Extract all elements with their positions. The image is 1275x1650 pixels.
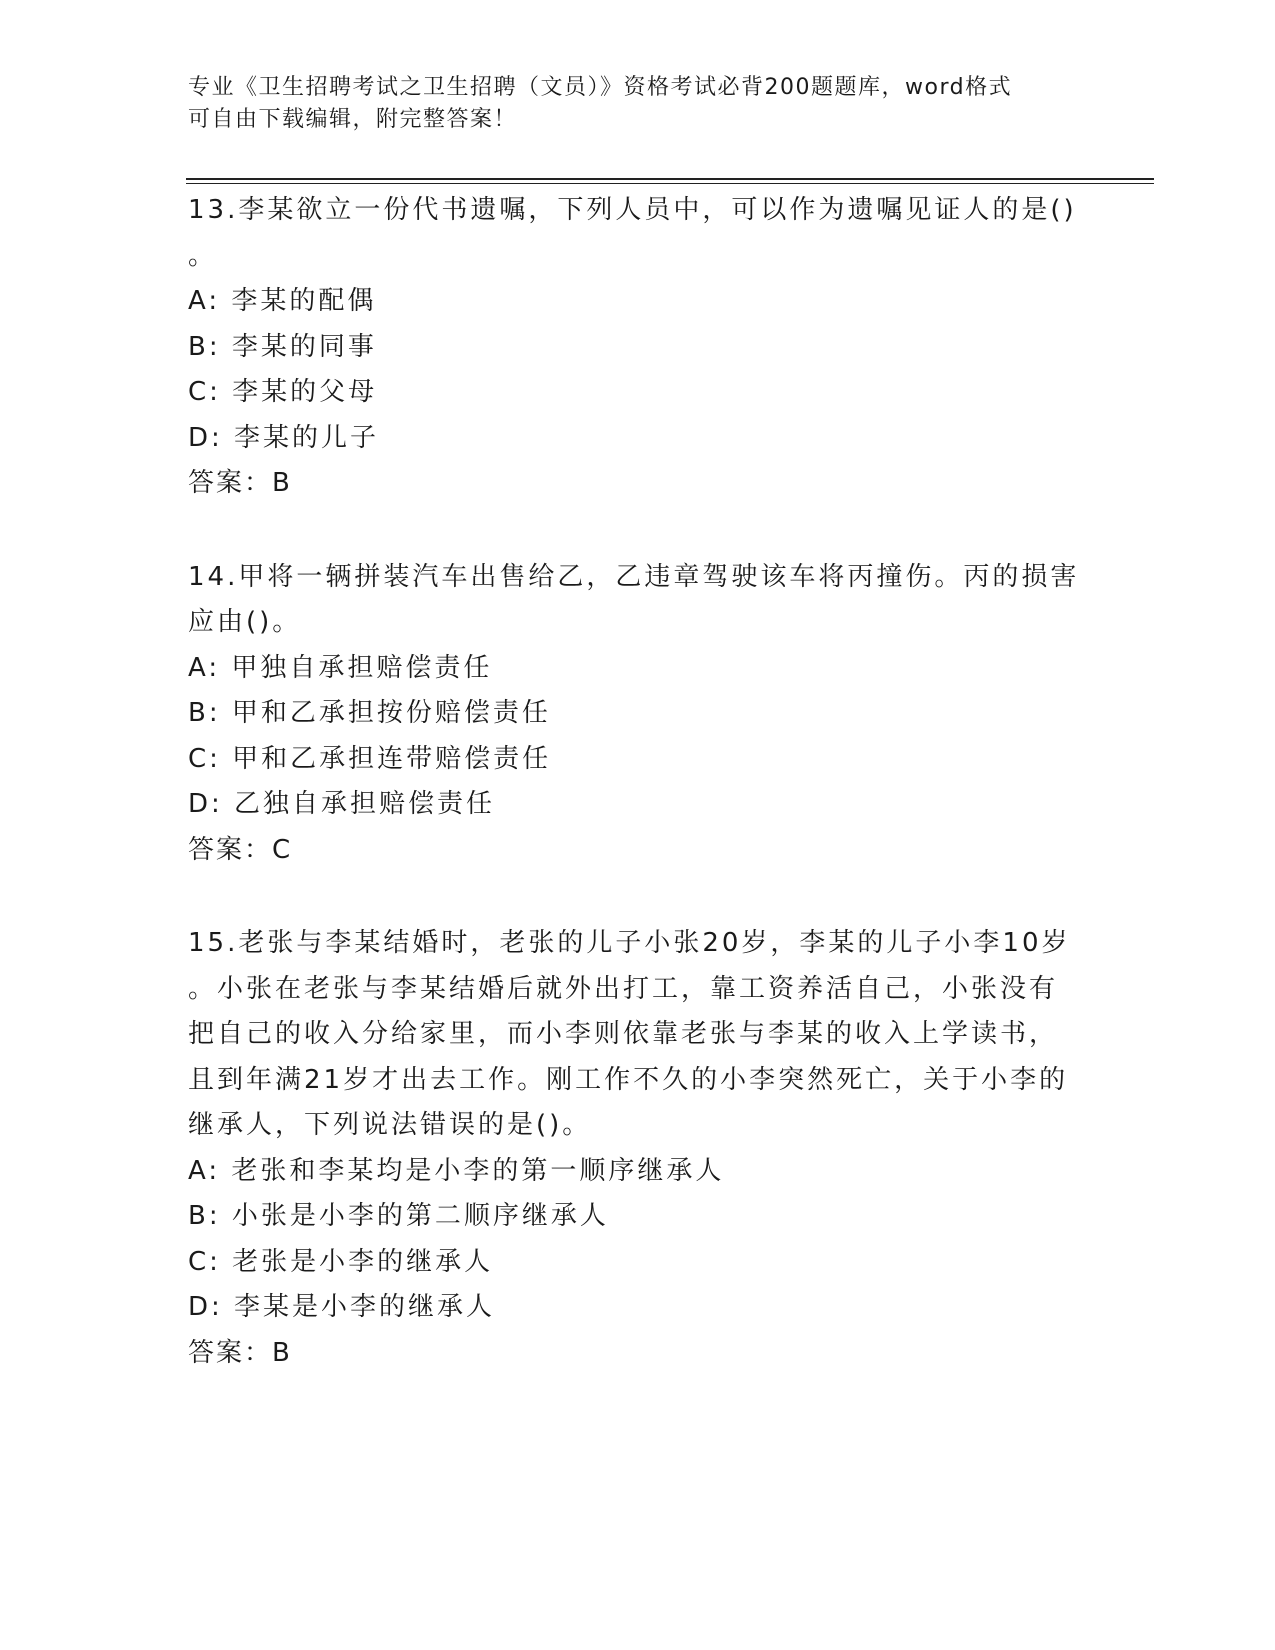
header-divider-thick <box>186 178 1154 180</box>
option-a: A: 李某的配偶 <box>188 286 377 316</box>
option-b: B: 小张是小李的第二顺序继承人 <box>188 1201 609 1231</box>
header-title-line-1: 专业《卫生招聘考试之卫生招聘（文员）》资格考试必背200题题库，word格式 <box>188 75 1013 100</box>
answer-label: 答案：C <box>188 834 293 865</box>
question-list <box>188 188 1088 1424</box>
question-text-line: 。 <box>188 240 218 271</box>
option-c: C: 老张是小李的继承人 <box>188 1246 494 1277</box>
question-text-line: 且到年满21岁才出去工作。刚工作不久的小李突然死亡，关于小李的 <box>188 1064 1069 1095</box>
answer-label: 答案：B <box>188 1337 292 1368</box>
question-text-line: 15.老张与李某结婚时，老张的儿子小张20岁，李某的儿子小李10岁 <box>188 928 1071 958</box>
option-b: B: 李某的同事 <box>188 331 377 362</box>
option-a: A: 老张和李某均是小李的第一顺序继承人 <box>188 1155 725 1186</box>
question-14 <box>188 555 1088 874</box>
header-title-line-2: 可自由下载编辑，附完整答案！ <box>188 107 518 132</box>
option-c: C: 甲和乙承担连带赔偿责任 <box>188 743 552 774</box>
document-header <box>188 72 1068 136</box>
question-text-line: 14.甲将一辆拼装汽车出售给乙，乙违章驾驶该车将丙撞伤。丙的损害 <box>188 561 1080 592</box>
question-13 <box>188 188 1088 507</box>
option-d: D: 乙独自承担赔偿责任 <box>188 789 496 819</box>
question-text-line: 13.李某欲立一份代书遗嘱，下列人员中，可以作为遗嘱见证人的是() <box>188 195 1077 225</box>
header-divider-thin <box>186 183 1154 184</box>
option-b: B: 甲和乙承担按份赔偿责任 <box>188 698 551 728</box>
option-d: D: 李某的儿子 <box>188 422 380 453</box>
option-c: C: 李某的父母 <box>188 377 378 407</box>
option-d: D: 李某是小李的继承人 <box>188 1292 496 1322</box>
question-15 <box>188 921 1088 1376</box>
answer-label: 答案：B <box>188 468 292 498</box>
question-text-line: 继承人，下列说法错误的是()。 <box>188 1110 592 1140</box>
option-a: A: 甲独自承担赔偿责任 <box>188 652 493 683</box>
question-text-line: 应由()。 <box>188 607 302 637</box>
question-text-line: 。小张在老张与李某结婚后就外出打工，靠工资养活自己，小张没有 <box>188 973 1059 1004</box>
question-text-line: 把自己的收入分给家里，而小李则依靠老张与李某的收入上学读书， <box>188 1019 1059 1049</box>
